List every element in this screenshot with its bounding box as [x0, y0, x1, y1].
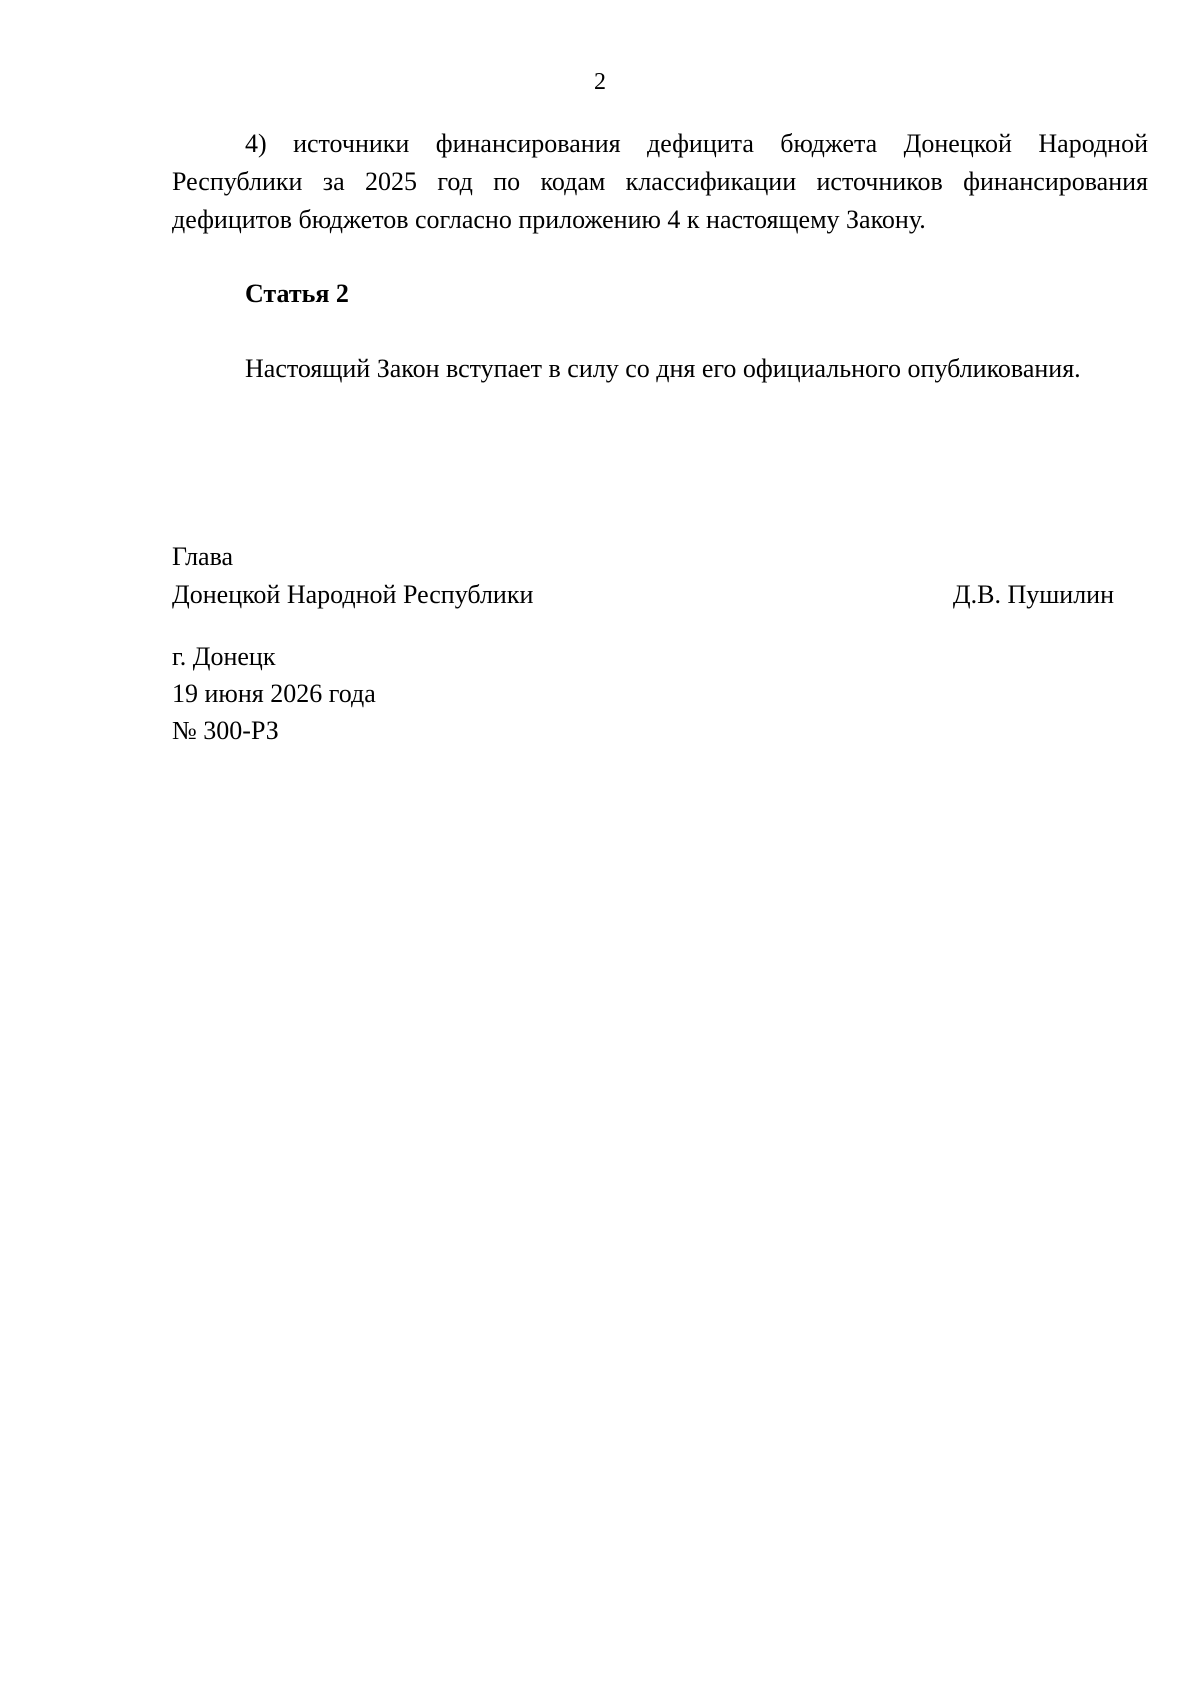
clause-4-text: 4) источники финансирования дефицита бюджета Донецкой Народной Республики за 2025 год по кодам классификации источников финансирования дефицитов бюджетов согласно приложению 4 к настоящему Закону. — [172, 129, 1148, 234]
signatory-position-line-1: Глава — [172, 542, 234, 571]
document-number: № 300-РЗ — [172, 716, 279, 745]
page-number: 2 — [594, 69, 606, 95]
signatory-position-line-2: Донецкой Народной Республики — [172, 580, 534, 609]
article-2-text: Настоящий Закон вступает в силу со дня его официального опубликования. — [245, 354, 1081, 383]
signature-row — [172, 576, 1114, 614]
signatory-name: Д.В. Пушилин — [952, 580, 1114, 609]
document-date: 19 июня 2026 года — [172, 679, 376, 708]
document-city: г. Донецк — [172, 642, 276, 671]
document-meta — [172, 638, 376, 749]
article-2-heading: Статья 2 — [245, 279, 349, 308]
signature-block — [172, 538, 1114, 614]
